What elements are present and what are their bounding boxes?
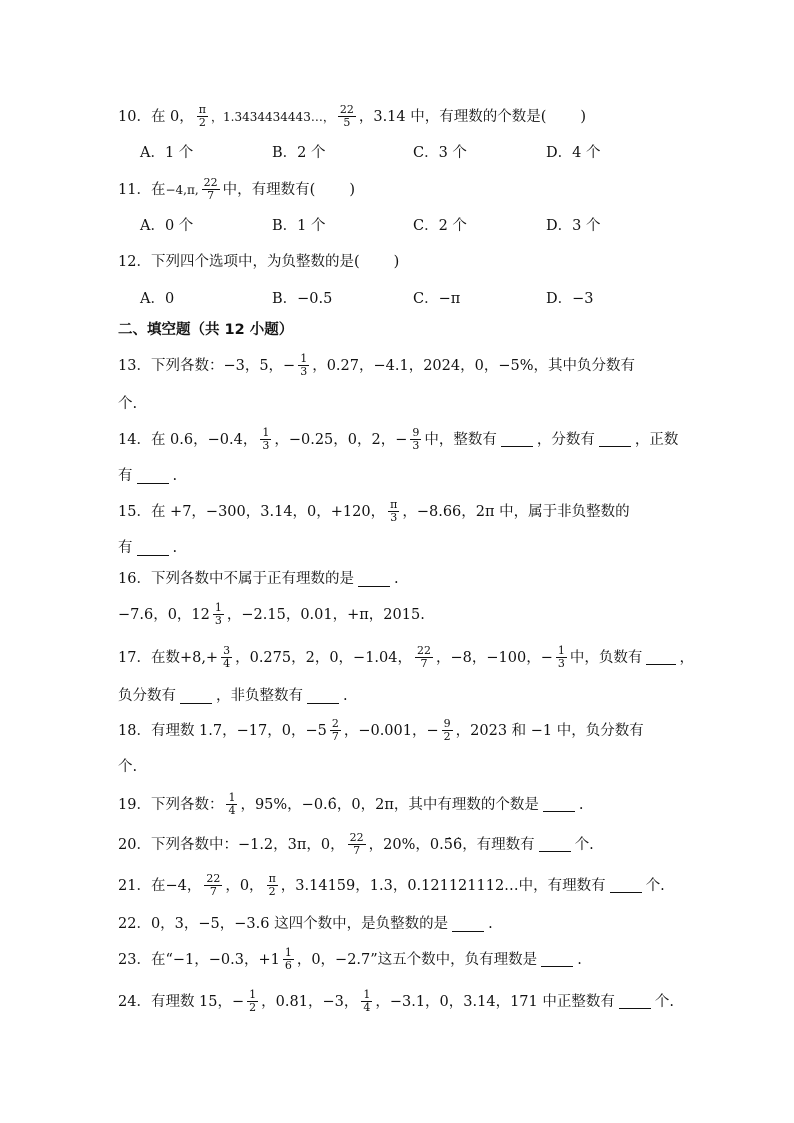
question-18-cont: 个. — [118, 759, 138, 775]
question-number: 16． — [118, 571, 151, 587]
question-number: 18． — [118, 722, 151, 739]
question-16: 16． 下列各数中不属于正有理数的是 . — [118, 568, 694, 590]
fraction: $\frac{9}{2}$ — [443, 717, 451, 743]
question-number: 14． — [118, 431, 151, 448]
question-14-cont: 有 . — [118, 468, 178, 484]
fraction: $\frac{1}{4}$ — [363, 988, 371, 1014]
answer-blank[interactable] — [358, 572, 390, 587]
question-11: 11． 在 −4,π, $\frac{22}{7}$ 中，有理数有( ) — [118, 176, 356, 202]
fraction: $\frac{\pi}{2}$ — [198, 103, 207, 129]
question-23: 23． 在“−1，−0.3，+1 $\frac{1}{6}$ ，0，−2.7”这五个数中，负有理数是 . — [118, 946, 582, 972]
fraction: $\frac{9}{3}$ — [412, 426, 420, 452]
fraction: $\frac{\pi}{3}$ — [390, 498, 398, 524]
fraction: $\frac{22}{7}$ — [349, 831, 364, 857]
fraction: $\frac{1}{3}$ — [214, 601, 222, 627]
section-heading: 二、填空题（共 12 小题） — [118, 322, 294, 338]
question-12: 12． 下列四个选项中，为负整数的是( ) — [118, 251, 694, 273]
option-d[interactable]: D．4 个 — [546, 145, 601, 161]
question-16-numbers: −7.6，0，12 $\frac{1}{3}$ ，−2.15，0.01，+π，2015. — [118, 601, 425, 627]
fraction: $\frac{\pi}{2}$ — [268, 872, 276, 898]
question-13-cont: 个. — [118, 396, 138, 412]
answer-blank[interactable] — [619, 994, 651, 1009]
question-15: 15． 在 +7，−300，3.14，0，+120， $\frac{\pi}{3}$ ，−8.66，2π 中，属于非负整数的 — [118, 498, 630, 524]
option-b[interactable]: B．−0.5 — [272, 291, 333, 307]
question-14: 14． 在 0.6，−0.4， $\frac{1}{3}$ ，−0.25，0，2，− $\frac{9}{3}$ 中，整数有 ，分数有 ，正数 — [118, 426, 679, 452]
repeating-decimal: 5̇6̇ — [443, 836, 463, 853]
fraction: $\frac{1}{3}$ — [300, 352, 308, 378]
option-c[interactable]: C．3 个 — [413, 145, 467, 161]
question-13: 13． 下列各数：−3，5，− $\frac{1}{3}$ ，0.27，−4.1，2024，0，−5%，其中负分数有 — [118, 352, 635, 378]
answer-blank[interactable] — [646, 650, 675, 665]
fraction: $\frac{22}{5}$ — [339, 103, 354, 129]
option-b[interactable]: B．1 个 — [272, 218, 326, 234]
fraction: $\frac{1}{6}$ — [284, 946, 292, 972]
answer-blank[interactable] — [539, 837, 571, 852]
question-number: 11． — [118, 181, 151, 198]
option-c[interactable]: C．2 个 — [413, 218, 467, 234]
question-24: 24． 有理数 15，− $\frac{1}{2}$ ，0.81，−3， $\frac{1}{4}$ ，−3.1，0，3.14，171 中正整数有 个. — [118, 988, 674, 1014]
option-a[interactable]: A．0 个 — [140, 218, 194, 234]
option-c[interactable]: C．−π — [413, 291, 461, 307]
question-number: 10． — [118, 108, 151, 125]
fraction: $\frac{2}{7}$ — [331, 717, 339, 743]
answer-blank[interactable] — [599, 432, 631, 447]
question-17-cont: 负分数有 ，非负整数有 . — [118, 688, 348, 704]
answer-blank[interactable] — [501, 432, 533, 447]
fraction: $\frac{1}{3}$ — [262, 426, 270, 452]
question-number: 13． — [118, 357, 151, 374]
question-number: 19． — [118, 796, 151, 813]
fraction: $\frac{1}{2}$ — [249, 988, 257, 1014]
question-number: 20． — [118, 836, 151, 853]
answer-blank[interactable] — [137, 541, 169, 556]
option-a[interactable]: A．1 个 — [140, 145, 194, 161]
question-18: 18． 有理数 1.7，−17，0，−5 $\frac{2}{7}$ ，−0.001，− $\frac{9}{2}$ ，2023 和 −1 中，负分数有 — [118, 717, 644, 743]
option-d[interactable]: D．3 个 — [546, 218, 601, 234]
question-15-cont: 有 . — [118, 540, 178, 556]
question-number: 15． — [118, 503, 151, 520]
answer-blank[interactable] — [452, 917, 484, 932]
answer-blank[interactable] — [307, 689, 339, 704]
answer-blank[interactable] — [137, 469, 169, 484]
question-number: 24． — [118, 993, 151, 1010]
question-number: 12． — [118, 254, 151, 270]
fraction: $\frac{22}{7}$ — [203, 176, 218, 202]
question-number: 22． — [118, 916, 151, 932]
question-21: 21． 在−4， $\frac{22}{7}$ ，0， $\frac{\pi}{2}$ ，3.14159，1.3，0.121121112…中，有理数有 个. — [118, 872, 665, 898]
fraction: $\frac{1}{4}$ — [228, 791, 236, 817]
question-17: 17． 在数+8,+ $\frac{3}{4}$ ，0.275，2，0，−1.04， $\frac{22}{7}$ ，−8，−100，− $\frac{1}{3}$ 中，负数有 ， — [118, 644, 694, 670]
fraction: $\frac{22}{7}$ — [206, 872, 221, 898]
answer-blank[interactable] — [180, 689, 212, 704]
fraction: $\frac{1}{3}$ — [557, 644, 565, 670]
fraction: $\frac{22}{7}$ — [417, 644, 431, 670]
question-10: 10． 在 0， $\frac{\pi}{2}$ ，1.3434434443…， $\frac{22}{5}$ ，3.14 中，有理数的个数是( ) — [118, 103, 587, 129]
answer-blank[interactable] — [541, 952, 573, 967]
question-number: 21． — [118, 877, 151, 894]
option-a[interactable]: A．0 — [140, 291, 175, 307]
fraction: $\frac{3}{4}$ — [223, 644, 231, 670]
option-b[interactable]: B．2 个 — [272, 145, 326, 161]
question-19: 19． 下列各数： $\frac{1}{4}$ ，95%，−0. 6̇ ，0，2π，其中有理数的个数是 . — [118, 791, 584, 817]
option-d[interactable]: D．−3 — [546, 291, 594, 307]
question-number: 23． — [118, 951, 151, 968]
question-22: 22． 0，3，−5，−3.6 这四个数中，是负整数的是 . — [118, 913, 694, 935]
question-20: 20． 下列各数中：−1.2，3π，0， $\frac{22}{7}$ ，20%，0. 5̇6̇ ，有理数有 个. — [118, 831, 594, 857]
repeating-decimal: 6̇ — [327, 796, 337, 813]
answer-blank[interactable] — [610, 878, 642, 893]
answer-blank[interactable] — [543, 797, 575, 812]
question-number: 17． — [118, 649, 151, 666]
